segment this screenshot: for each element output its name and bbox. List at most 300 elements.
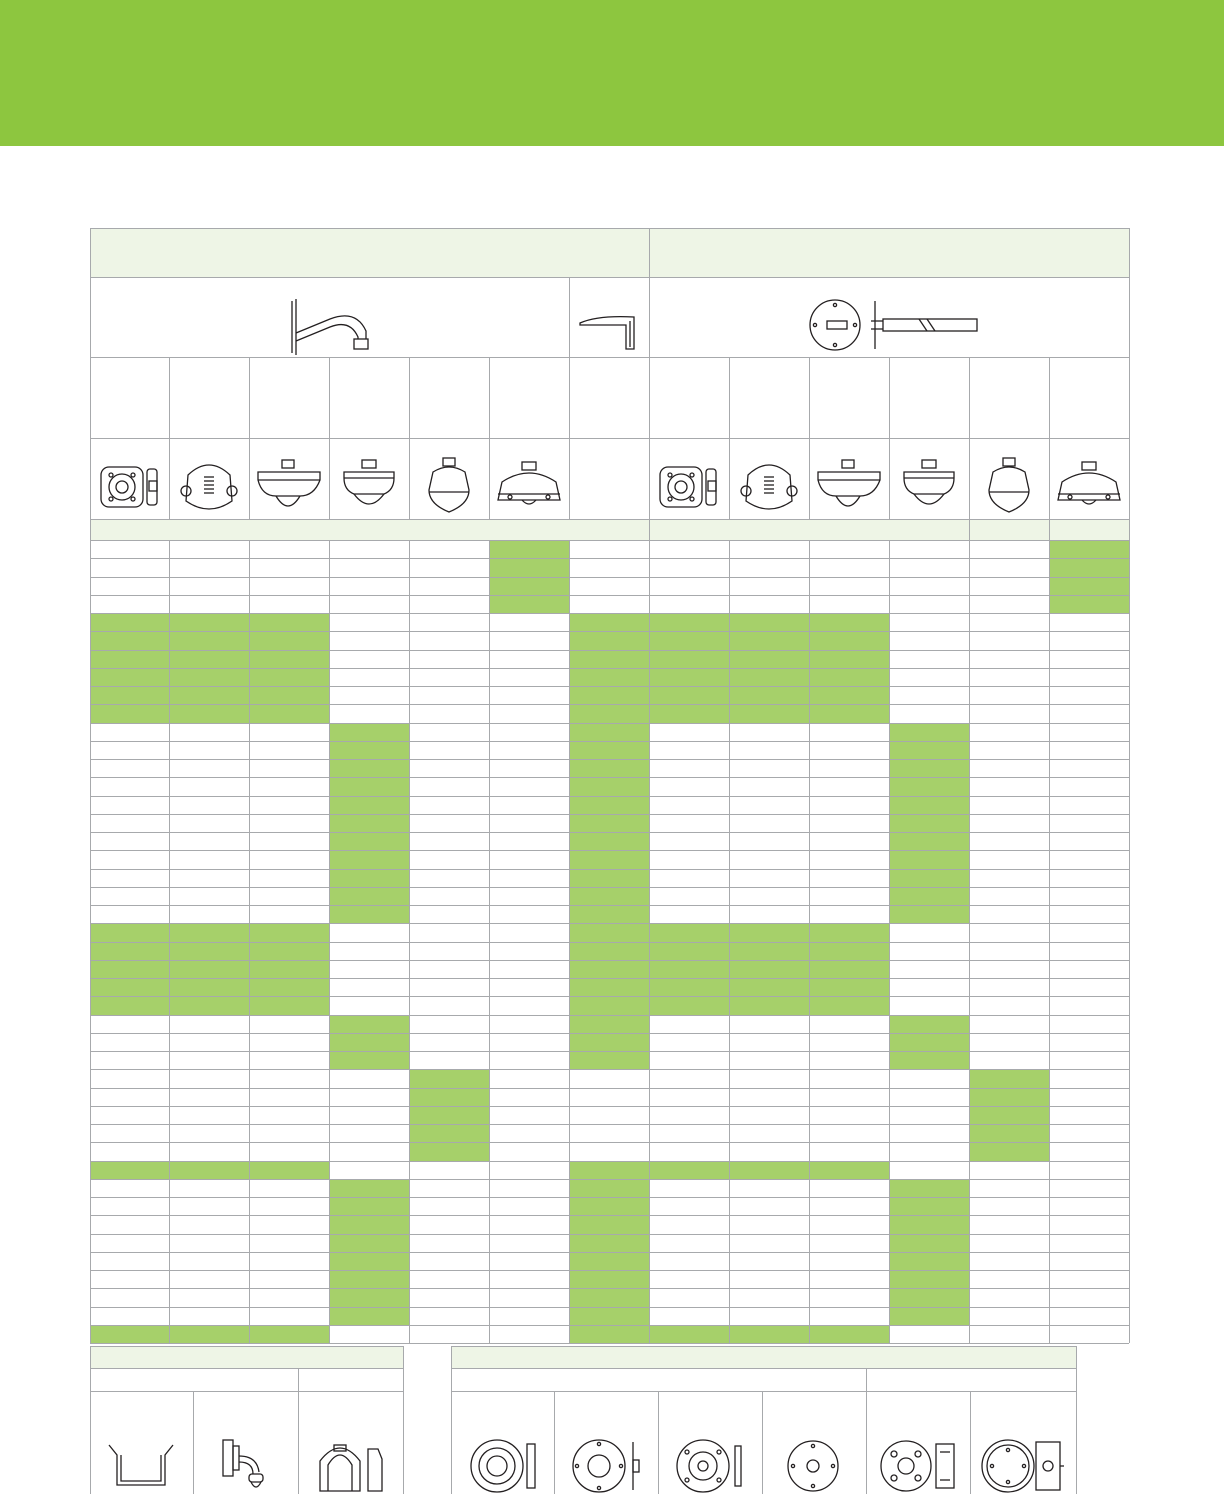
grid-line	[969, 540, 970, 1343]
compatible-mark	[249, 631, 329, 650]
compatible-mark	[90, 631, 169, 650]
compatible-mark	[569, 960, 649, 979]
compatible-mark	[649, 668, 729, 687]
compatible-mark	[889, 905, 969, 924]
grid-line	[970, 1391, 971, 1494]
compatible-mark	[569, 1270, 649, 1289]
compatible-mark	[729, 668, 809, 687]
compatible-mark	[90, 668, 169, 687]
compatible-mark	[889, 832, 969, 851]
compatible-mark	[169, 960, 249, 979]
compatible-mark	[649, 686, 729, 705]
compatible-mark	[889, 759, 969, 778]
ptz-dome-camera-icon	[985, 456, 1033, 516]
compatible-mark	[569, 1288, 649, 1307]
compatible-mark	[969, 1088, 1049, 1107]
ceiling-mount-bracket-icon	[107, 1443, 175, 1489]
compatible-mark	[409, 1106, 489, 1125]
grid-line	[249, 540, 250, 1343]
compatible-mark	[249, 650, 329, 669]
compatible-mark	[649, 996, 729, 1015]
grid-line	[169, 540, 170, 1343]
grid-line	[90, 923, 1129, 924]
grid-line	[90, 978, 1129, 979]
grid-line	[90, 1088, 1129, 1089]
compatible-mark	[889, 741, 969, 760]
grid-line	[329, 357, 330, 519]
grid-line	[729, 540, 730, 1343]
compatible-mark	[90, 942, 169, 961]
grid-line	[90, 1270, 1129, 1271]
compatible-mark	[329, 1179, 409, 1198]
grid-line	[90, 1106, 1129, 1107]
compatible-mark	[169, 704, 249, 723]
compatible-mark	[90, 1325, 169, 1344]
compatible-mark	[569, 631, 649, 650]
pendant-dome-camera-icon	[816, 458, 882, 514]
grid-line	[451, 1346, 452, 1494]
header-banner	[0, 0, 1224, 146]
compatible-mark	[249, 978, 329, 997]
compatible-mark	[569, 978, 649, 997]
compatible-mark	[729, 996, 809, 1015]
grid-line	[90, 1015, 1129, 1016]
compatible-mark	[729, 960, 809, 979]
pendant-wall-mount-arm-icon	[290, 297, 382, 357]
accessory-group-header	[90, 1346, 403, 1368]
compatible-mark	[809, 1161, 889, 1180]
grid-line	[90, 1288, 1129, 1289]
compatible-mark	[569, 1325, 649, 1344]
grid-line	[1076, 1346, 1077, 1494]
grid-line	[90, 850, 1129, 851]
multi-sensor-box-camera-icon	[99, 463, 161, 509]
compatible-mark	[169, 613, 249, 632]
compatible-mark	[249, 668, 329, 687]
compatible-mark	[329, 905, 409, 924]
compatible-mark	[569, 686, 649, 705]
compatible-mark	[729, 923, 809, 942]
pole-mount-extension-pipe-icon	[869, 297, 981, 353]
compatible-mark	[569, 1307, 649, 1326]
compatible-mark	[489, 558, 569, 577]
compatible-mark	[569, 1179, 649, 1198]
compatible-mark	[889, 1234, 969, 1253]
grid-line	[90, 1368, 403, 1369]
compatible-mark	[569, 850, 649, 869]
compatible-mark	[329, 1307, 409, 1326]
compatible-mark	[329, 850, 409, 869]
grid-line	[969, 519, 970, 540]
compatible-mark	[729, 1161, 809, 1180]
grid-line	[90, 1161, 1129, 1162]
grid-line	[90, 613, 1129, 614]
grid-line	[90, 1325, 1129, 1326]
compatible-mark	[729, 1325, 809, 1344]
grid-line	[90, 704, 1129, 705]
grid-line	[90, 741, 1129, 742]
grid-line	[169, 357, 170, 519]
compatible-mark	[169, 1161, 249, 1180]
compatible-mark	[569, 704, 649, 723]
compatible-mark	[249, 1325, 329, 1344]
grid-line	[90, 1234, 1129, 1235]
compatible-mark	[329, 777, 409, 796]
grid-line	[90, 668, 1129, 669]
compatible-mark	[889, 1179, 969, 1198]
compatible-mark	[169, 650, 249, 669]
compatible-mark	[409, 1088, 489, 1107]
grid-line	[649, 228, 650, 1343]
compatible-mark	[1049, 540, 1129, 559]
compatible-mark	[329, 887, 409, 906]
compatible-mark	[889, 1307, 969, 1326]
compatible-mark	[329, 869, 409, 888]
compatible-mark	[249, 704, 329, 723]
grid-line	[90, 1215, 1129, 1216]
round-adapter-plate-icon	[569, 1438, 643, 1494]
compatible-mark	[729, 613, 809, 632]
compatible-mark	[329, 741, 409, 760]
compatible-mark	[569, 796, 649, 815]
compatible-mark	[569, 613, 649, 632]
compatible-mark	[969, 1106, 1049, 1125]
compatible-mark	[649, 923, 729, 942]
compatible-mark	[569, 832, 649, 851]
compatible-mark	[329, 759, 409, 778]
compatible-mark	[489, 595, 569, 614]
compatible-mark	[169, 923, 249, 942]
grid-line	[409, 540, 410, 1343]
compatible-mark	[729, 704, 809, 723]
compatible-mark	[249, 923, 329, 942]
grid-line	[451, 1391, 1076, 1392]
grid-line	[90, 577, 1129, 578]
grid-line	[1049, 519, 1050, 540]
panoramic-camera-icon	[1054, 460, 1124, 512]
compatible-mark	[90, 923, 169, 942]
compatible-mark	[569, 905, 649, 924]
grid-line	[90, 1142, 1129, 1143]
grid-line	[90, 960, 1129, 961]
grid-line	[90, 1051, 1129, 1052]
grid-line	[298, 1368, 299, 1494]
compatible-mark	[169, 996, 249, 1015]
compatible-mark	[649, 1325, 729, 1344]
grid-line	[1049, 357, 1050, 519]
compatible-mark	[889, 1288, 969, 1307]
compatible-mark	[569, 1015, 649, 1034]
grid-line	[90, 595, 1129, 596]
grid-line	[809, 357, 810, 519]
compatible-mark	[569, 887, 649, 906]
compatible-mark	[569, 942, 649, 961]
compatible-mark	[409, 1069, 489, 1088]
grid-line	[1129, 228, 1130, 1343]
grid-line	[90, 942, 1129, 943]
compatible-mark	[329, 796, 409, 815]
compatible-mark	[889, 1033, 969, 1052]
compatible-mark	[889, 777, 969, 796]
grid-line	[90, 1197, 1129, 1198]
compatible-mark	[729, 686, 809, 705]
compatible-mark	[569, 668, 649, 687]
grid-line	[729, 357, 730, 519]
compatible-mark	[889, 814, 969, 833]
compatible-mark	[329, 1288, 409, 1307]
compatible-mark	[489, 540, 569, 559]
compatible-mark	[809, 996, 889, 1015]
compatible-mark	[489, 577, 569, 596]
grid-line	[554, 1391, 555, 1494]
compatible-mark	[1049, 577, 1129, 596]
compatible-mark	[329, 1051, 409, 1070]
compatible-mark	[90, 686, 169, 705]
grid-line	[90, 1307, 1129, 1308]
grid-line	[90, 686, 1129, 687]
compatible-mark	[889, 1015, 969, 1034]
grid-line	[90, 558, 1129, 559]
compatible-mark	[90, 650, 169, 669]
compatible-mark	[409, 1142, 489, 1161]
compatible-mark	[569, 1033, 649, 1052]
compatible-mark	[809, 704, 889, 723]
grid-line	[90, 1346, 403, 1347]
grid-line	[90, 1033, 1129, 1034]
compatible-mark	[329, 1033, 409, 1052]
grid-line	[90, 1343, 1129, 1344]
round-mounting-base-icon	[673, 1438, 747, 1494]
compatible-mark	[809, 978, 889, 997]
round-junction-box-icon	[980, 1438, 1066, 1494]
grid-line	[90, 1179, 1129, 1180]
compatible-mark	[729, 631, 809, 650]
compatible-mark	[329, 1015, 409, 1034]
multi-sensor-box-camera-icon	[658, 463, 720, 509]
compatible-mark	[969, 1069, 1049, 1088]
grid-line	[569, 540, 570, 1343]
accessory-group-header	[451, 1346, 1076, 1368]
compatible-mark	[649, 650, 729, 669]
grid-line	[90, 796, 1129, 797]
compatible-mark	[169, 686, 249, 705]
compatible-mark	[809, 960, 889, 979]
grid-line	[809, 540, 810, 1343]
compatible-mark	[249, 613, 329, 632]
grid-line	[90, 832, 1129, 833]
compatible-mark	[1049, 558, 1129, 577]
compatible-mark	[569, 1197, 649, 1216]
grid-line	[90, 905, 1129, 906]
compatible-mark	[569, 1215, 649, 1234]
compatible-mark	[169, 942, 249, 961]
grid-line	[90, 438, 1129, 439]
compatible-mark	[169, 668, 249, 687]
compatible-mark	[90, 613, 169, 632]
compatible-mark	[809, 650, 889, 669]
compatible-mark	[1049, 595, 1129, 614]
pole-mount-plate-icon	[807, 297, 863, 353]
grid-line	[90, 759, 1129, 760]
compatible-mark	[169, 1325, 249, 1344]
grid-line	[90, 650, 1129, 651]
pendant-cap-adapter-icon	[219, 1436, 271, 1496]
compatible-mark	[329, 832, 409, 851]
compatible-mark	[889, 1051, 969, 1070]
grid-line	[90, 777, 1129, 778]
compatible-mark	[569, 996, 649, 1015]
grid-line	[762, 1391, 763, 1494]
multi-sensor-dome-camera-icon	[180, 459, 238, 513]
compatible-mark	[329, 1270, 409, 1289]
compatible-mark	[649, 960, 729, 979]
compatible-mark	[569, 869, 649, 888]
grid-line	[90, 631, 1129, 632]
compatible-mark	[329, 1215, 409, 1234]
compatible-mark	[569, 741, 649, 760]
grid-line	[90, 1069, 1129, 1070]
compatible-mark	[569, 923, 649, 942]
compatible-mark	[329, 723, 409, 742]
compatible-mark	[569, 723, 649, 742]
compatible-mark	[729, 978, 809, 997]
grid-line	[90, 228, 1129, 229]
compatible-mark	[889, 887, 969, 906]
compatible-mark	[809, 1325, 889, 1344]
compatible-mark	[969, 1124, 1049, 1143]
grid-line	[90, 228, 91, 1343]
grid-line	[90, 1252, 1129, 1253]
grid-line	[90, 887, 1129, 888]
compatible-mark	[809, 631, 889, 650]
compatible-mark	[809, 668, 889, 687]
compatible-mark	[649, 942, 729, 961]
grid-line	[90, 1391, 403, 1392]
compatible-mark	[809, 613, 889, 632]
compatible-mark	[569, 1161, 649, 1180]
grid-line	[329, 540, 330, 1343]
grid-line	[90, 723, 1129, 724]
compatible-mark	[409, 1124, 489, 1143]
compatible-mark	[569, 777, 649, 796]
grid-line	[403, 1346, 404, 1494]
grid-line	[90, 540, 1129, 541]
compatible-mark	[809, 686, 889, 705]
compatible-mark	[90, 704, 169, 723]
compatible-mark	[90, 1161, 169, 1180]
grid-line	[90, 814, 1129, 815]
grid-line	[193, 1391, 194, 1494]
compatible-mark	[889, 1197, 969, 1216]
compatible-mark	[569, 1234, 649, 1253]
compatible-mark	[249, 1161, 329, 1180]
multi-sensor-dome-camera-icon	[740, 459, 798, 513]
compatible-mark	[889, 850, 969, 869]
compatible-mark	[249, 942, 329, 961]
grid-line	[90, 1346, 91, 1494]
junction-box-icon	[878, 1438, 958, 1494]
grid-line	[249, 357, 250, 519]
compatible-mark	[889, 1215, 969, 1234]
grid-line	[889, 357, 890, 519]
compatible-mark	[969, 1142, 1049, 1161]
compatible-mark	[889, 1252, 969, 1271]
grid-line	[658, 1391, 659, 1494]
compatible-mark	[569, 1252, 649, 1271]
grid-line	[90, 869, 1129, 870]
compatible-mark	[649, 631, 729, 650]
compatible-mark	[329, 814, 409, 833]
compatible-mark	[249, 960, 329, 979]
mini-dome-camera-icon	[340, 458, 398, 514]
group-header-right	[649, 228, 1129, 277]
compatible-mark	[90, 978, 169, 997]
grid-line	[90, 357, 1129, 358]
compatible-mark	[889, 1270, 969, 1289]
compatible-mark	[249, 686, 329, 705]
grid-line	[889, 540, 890, 1343]
compatible-mark	[809, 923, 889, 942]
compatible-mark	[729, 650, 809, 669]
panoramic-camera-icon	[494, 460, 564, 512]
wall-mount-bracket-icon	[578, 313, 640, 353]
compatible-mark	[809, 942, 889, 961]
compatible-mark	[649, 613, 729, 632]
ptz-dome-camera-icon	[425, 456, 473, 516]
grid-line	[569, 357, 570, 519]
grid-line	[489, 357, 490, 519]
grid-line	[451, 1346, 1076, 1347]
dome-adapter-plate-icon	[316, 1439, 384, 1493]
compatible-mark	[569, 1051, 649, 1070]
pendant-dome-camera-icon	[256, 458, 322, 514]
compatible-mark	[889, 869, 969, 888]
compatible-mark	[569, 759, 649, 778]
mini-dome-camera-icon	[900, 458, 958, 514]
grid-line	[90, 277, 1129, 278]
compatible-mark	[329, 1197, 409, 1216]
compatible-mark	[249, 996, 329, 1015]
compatible-mark	[889, 723, 969, 742]
grid-line	[90, 1124, 1129, 1125]
compatible-mark	[649, 1161, 729, 1180]
grid-line	[969, 357, 970, 519]
compatible-mark	[569, 650, 649, 669]
grid-line	[90, 996, 1129, 997]
compatible-mark	[169, 978, 249, 997]
compatible-mark	[889, 796, 969, 815]
grid-line	[866, 1368, 867, 1494]
flat-adapter-plate-icon	[785, 1438, 843, 1494]
compatible-mark	[649, 978, 729, 997]
grid-line	[451, 1368, 1076, 1369]
compatible-mark	[90, 960, 169, 979]
grid-line	[1049, 540, 1050, 1343]
compatible-mark	[729, 942, 809, 961]
round-surface-mount-icon	[465, 1438, 539, 1494]
compatible-mark	[169, 631, 249, 650]
compatible-mark	[329, 1252, 409, 1271]
compatible-mark	[569, 814, 649, 833]
grid-line	[489, 540, 490, 1343]
compatible-mark	[649, 704, 729, 723]
compatible-mark	[329, 1234, 409, 1253]
grid-line	[409, 357, 410, 519]
section-header-row	[90, 519, 1129, 540]
group-header-left	[90, 228, 649, 277]
compatible-mark	[90, 996, 169, 1015]
grid-line	[90, 519, 1129, 520]
